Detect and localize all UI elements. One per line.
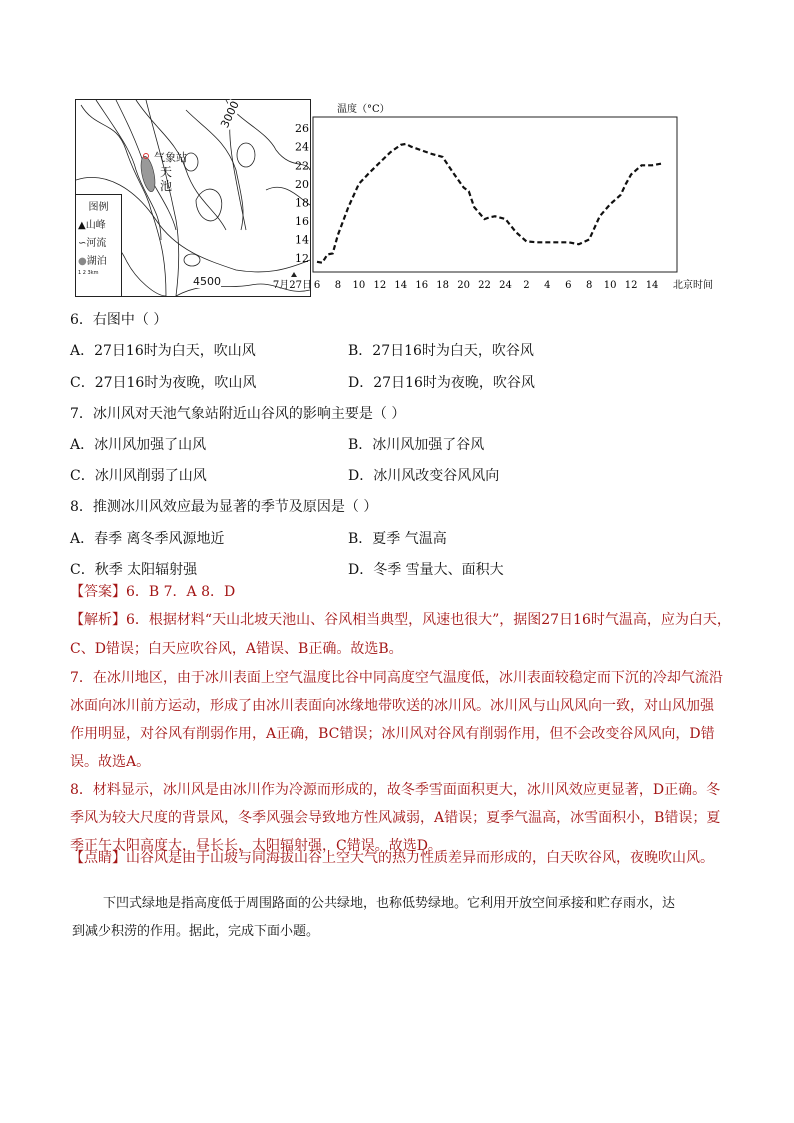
x-axis-label: 北京时间 <box>673 280 713 291</box>
material-line-1: 下凹式绿地是指高度低于周围路面的公共绿地，也称低势绿地。它利用开放空间承接和贮存雨水，达 <box>103 896 676 911</box>
tip-text: 山谷风是由于山坡与同海拔山谷上空大气的热力性质差异而形成的，白天吹谷风，夜晚吹山风。 <box>126 850 714 866</box>
x-tick-label: 16 <box>415 280 429 291</box>
material-line-2: 到减少积涝的作用。据此，完成下面小题。 <box>72 924 320 939</box>
y-axis-label: 温度（°C） <box>337 104 390 115</box>
tip-line <box>70 847 714 867</box>
lake-label-2: 池 <box>160 179 173 193</box>
question-stem: 7．冰川风对天池气象站附近山谷风的影响主要是（ ） <box>70 406 406 422</box>
contour-label-4500: 4500 <box>193 275 221 288</box>
x-tick-label: 6 <box>565 280 572 291</box>
x-tick-label: 6 <box>313 280 321 291</box>
x-tick-label: 24 <box>499 280 512 291</box>
answer-line <box>70 581 235 601</box>
option-D: D．27日16时为夜晚，吹谷风 <box>348 375 535 391</box>
station-label: 气象站 <box>154 151 187 164</box>
option-A: A．27日16时为白天，吹山风 <box>70 343 256 359</box>
option-B: B．27日16时为白天，吹谷风 <box>348 343 534 359</box>
analysis-line: 季风为较大尺度的背景风，冬季风强会导致地方性风减弱，A错误；夏季气温高，冰雪面积小，B错误；夏 <box>70 810 721 826</box>
option-C: C．秋季 太阳辐射强 <box>70 562 198 578</box>
y-tick-label: 20 <box>295 177 309 191</box>
river-icon: ∽ <box>78 238 87 249</box>
y-tick-label: 22 <box>295 159 309 173</box>
y-tick-label: 14 <box>295 233 309 247</box>
y-tick-label: 24 <box>295 140 309 154</box>
legend-title: 图例 <box>88 202 109 213</box>
analysis-tag: 【解析】 <box>70 612 126 628</box>
x-tick-label: 8 <box>586 280 593 291</box>
x-tick-label: 12 <box>624 280 638 291</box>
answer-tag: 【答案】 <box>70 584 126 600</box>
y-tick-label: 18 <box>295 196 309 210</box>
peak-icon: ▲ <box>78 220 86 231</box>
option-D: D．冬季 雪量大、面积大 <box>348 562 504 578</box>
legend-item-lake: ●湖泊 <box>78 256 107 267</box>
y-tick-label: 12 <box>295 252 309 266</box>
x-tick-label: 18 <box>436 280 450 291</box>
peak-icon <box>291 272 297 277</box>
legend-item-river: ∽河流 <box>78 238 107 249</box>
temperature-series-line <box>317 144 663 263</box>
analysis-line: 季正午太阳高度大，昼长长，太阳辐射强，C错误。故选D。 <box>70 838 442 854</box>
analysis-line: C、D错误；白天应吹谷风，A错误、B正确。故选B。 <box>70 641 403 657</box>
analysis-line: 8．材料显示，冰川风是由冰川作为冷源而形成的，故冬季雪面面积更大，冰川风效应更显著，D正确。冬 <box>70 782 721 798</box>
x-tick-label: 22 <box>478 280 491 291</box>
option-A: A．冰川风加强了山风 <box>70 437 207 453</box>
tip-tag: 【点睛】 <box>70 850 126 866</box>
x-tick-label: 14 <box>394 280 408 291</box>
option-D: D．冰川风改变谷风风向 <box>348 468 500 484</box>
x-tick-label: 10 <box>603 280 617 291</box>
option-C: C．27日16时为夜晚，吹山风 <box>70 375 257 391</box>
analysis-line: 作用明显，对谷风有削弱作用，A正确，BC错误；冰川风对谷风有削弱作用，但不会改变谷风风向，D错 <box>70 726 715 742</box>
analysis-line: 7．在冰川地区，由于冰川表面上空气温度比谷中同高度空气温度低，冰川表面较稳定而下沉的冷却气流沿 <box>70 670 723 686</box>
x-tick-label: 4 <box>544 280 551 291</box>
analysis-line <box>70 609 731 629</box>
analysis-line: 误。故选A。 <box>70 754 151 770</box>
answer-text: 6．B 7．A 8．D <box>126 584 236 600</box>
x-tick-label: 14 <box>645 280 659 291</box>
topographic-map <box>75 99 311 297</box>
analysis-text: 6．根据材料“天山北坡天池山、谷风相当典型，风速也很大”，据图27日16时气温高，应为白天， <box>126 612 731 628</box>
option-B: B．冰川风加强了谷风 <box>348 437 485 453</box>
lake-label-1: 天 <box>160 165 173 179</box>
analysis-line: 冰面向冰川前方运动，形成了由冰川表面向冰缘地带吹送的冰川风。冰川风与山风风向一致，对山风加强 <box>70 698 714 714</box>
question-stem: 8．推测冰川风效应最为显著的季节及原因是（ ） <box>70 499 378 515</box>
x-tick-label: 12 <box>373 280 387 291</box>
legend-item-peak: ▲山峰 <box>78 220 106 231</box>
option-A: A．春季 离冬季风源地近 <box>70 531 225 547</box>
map-legend <box>76 194 122 296</box>
contour-label-3000: 3000 <box>218 99 242 130</box>
lake-icon: ● <box>78 256 87 267</box>
x-start-label: 7月27日 <box>272 280 312 291</box>
x-tick-label: 8 <box>334 280 342 291</box>
x-tick-label: 10 <box>352 280 366 291</box>
y-tick-label: 16 <box>295 214 309 228</box>
plot-frame <box>313 117 677 272</box>
scale-bar: 1 2 3km <box>78 270 99 276</box>
question-stem: 6．右图中（ ） <box>70 312 168 328</box>
temperature-chart <box>272 97 720 297</box>
x-tick-label: 20 <box>457 280 470 291</box>
option-B: B．夏季 气温高 <box>348 531 447 547</box>
y-tick-label: 26 <box>295 122 309 136</box>
x-tick-label: 2 <box>523 280 530 291</box>
option-C: C．冰川风削弱了山风 <box>70 468 207 484</box>
